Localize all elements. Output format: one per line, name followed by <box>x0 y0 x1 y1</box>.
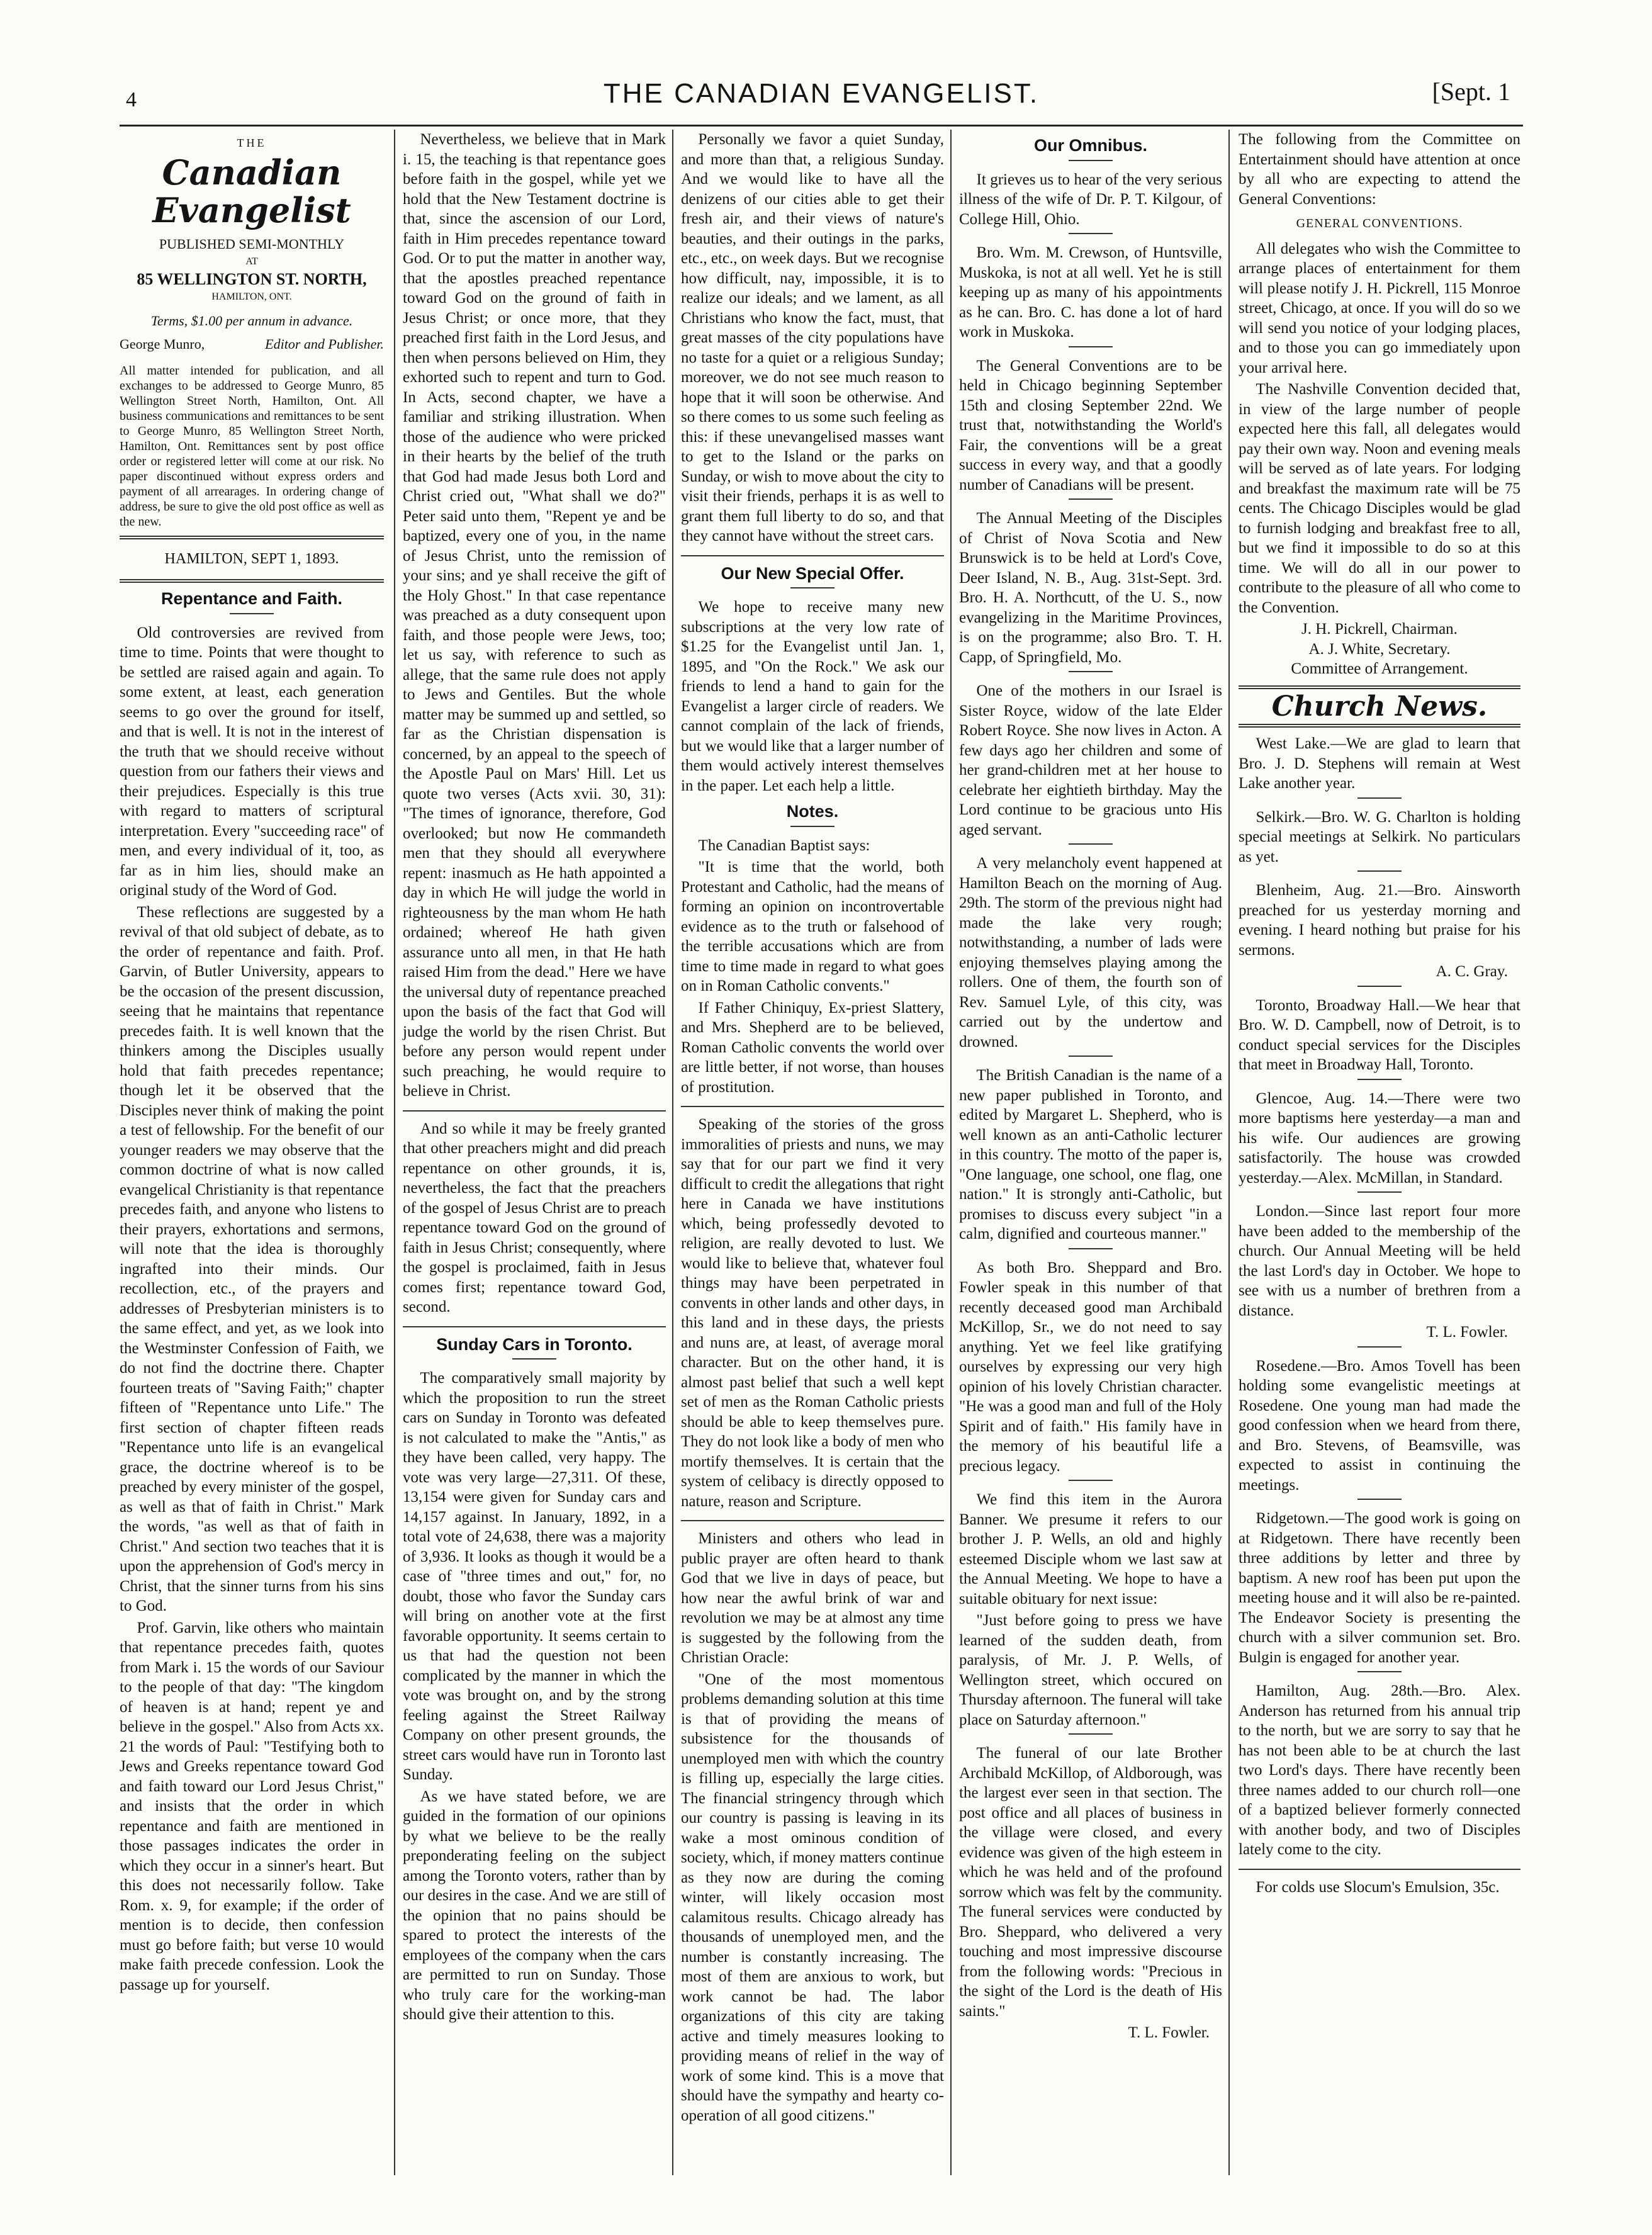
item-rule <box>1069 843 1113 845</box>
church-news-item: Rosedene.—Bro. Amos Tovell has been holding some evangelistic meetings at Rosedene. One young man had made the good confession when we heard from there, and Bro. Stevens, of Beamsville, was expected to assist in continuing the meetings. <box>1239 1357 1520 1494</box>
omnibus-item: The funeral of our late Brother Archibald McKillop, of Aldborough, was the largest ever seen in that section. The post office and all places of business in the village were closed, and every evidence was given of the high esteem in which he was held and of the profound sorrow which was felt by the community. The funeral services were conducted by Bro. Sheppard, who delivered a very touching and most impressive discourse from the following words: "Precious in the sight of the Lord is the death of His saints." <box>959 1745 1222 2020</box>
omnibus-item: Bro. Wm. M. Crewson, of Huntsville, Muskoka, is not at all well. Yet he is still keeping up as many of his appointments as he can. Bro. C. has done a lot of hard work in Muskoka. <box>959 244 1222 341</box>
committee-signer: Committee of Arrangement. <box>1291 660 1468 677</box>
omnibus-item: The General Conventions are to be held in Chicago beginning September 15th and closing September 22nd. We trust that, notwithstanding the World's Fair, the conventions will be a great success in every way, and that a goodly number of Canadians will be present. <box>959 357 1222 493</box>
item-rule <box>1357 1671 1402 1672</box>
item-rule <box>1357 986 1402 987</box>
repentance-paragraph: Old controversies are revived from time to time. Points that were thought to be settled are raised again and again. To some extent, at least, each generation seems to go over the ground for itself, and that is well. It is not in the interest of the truth that we should receive without question from our fathers their views and their prejudices. Especially is this true with regard to matters of scriptural interpretation. Every "succeeding race" of men, and every individual of it, too, as far as in him lies, should make an original study of the Word of God. <box>120 624 384 899</box>
notes-paragraph: Speaking of the stories of the gross immoralities of priests and nuns, we may say that for our part we find it very difficult to credit the allegations that right here in Canada we have institutions which, being professedly devoted to religion, are really devoted to lust. We would like to believe that, whatever foul things may have been perpetrated in convents in other lands and other days, in this land and in these days, the priests and nuns are, at least, of average moral character. But on the other hand, it is almost past belief that such a well kept set of men as the Roman Catholic priests should be able to keep themselves pure. They do not look like a body of men who mortify themselves. It is certain that the system of celibacy is directly opposed to nature, reason and Scripture. <box>681 1116 944 1510</box>
church-news-item: Selkirk.—Bro. W. G. Charlton is holding special meetings at Selkirk. No particulars as yet. <box>1239 808 1520 865</box>
sunday-cars-paragraph: Personally we favor a quiet Sunday, and more than that, a religious Sunday. And we would like to have all the denizens of our cities able to get their fresh air, and their views of nature's beauties, and their outings in the parks, etc., etc., on week days. But we recognise how difficult, nay, impossible, it is to realize our ideals; and we lament, as all Christians who know the fact, must, that great masses of the city populations have no taste for a quiet or a religious Sunday; moreover, we do not see much reason to hope that it will soon be otherwise. And so there comes to us some such feeling as this: if these unevangelised masses want to get to the Island or the parks on Sunday, or wish to move about the city to visit their friends, perhaps it is as well to grant them full liberty to do so, and that they cannot have without the street cars. <box>681 131 944 544</box>
masthead-published: PUBLISHED SEMI-MONTHLY <box>159 235 345 252</box>
committee-signer: A. J. White, Secretary. <box>1308 640 1451 658</box>
church-news-item: Toronto, Broadway Hall.—We hear that Bro. W. D. Campbell, now of Detroit, is to conduct special services for the Disciples that meet in Broadway Hall, Toronto. <box>1239 996 1520 1073</box>
notes-paragraph: Ministers and others who lead in public prayer are often heard to thank God that we live in days of peace, but how near the awful brink of war and revolution we may be at almost any time is suggested by the following from the Christian Oracle: <box>681 1530 944 1666</box>
title-rule <box>512 1358 556 1360</box>
dateline-rule <box>120 579 384 583</box>
item-rule <box>1357 1079 1402 1080</box>
omnibus-item: The Annual Meeting of the Disciples of Christ of Nova Scotia and New Brunswick is to be held at Lord's Cove, Deer Island, N. B., Aug. 31st-Sept. 3rd. Bro. H. A. Northcutt, of the U. S., now evangelizing in the Maritime Provinces, is on the programme; also Bro. T. H. Capp, of Springfield, Mo. <box>959 510 1222 666</box>
item-rule <box>1357 1499 1402 1500</box>
repentance-paragraph: Prof. Garvin, like others who maintain that repentance precedes faith, quotes from Mark i. 15 the words of our Saviour to the people of that day: "The kingdom of heaven is at hand; repent ye and believe in the gospel." Also from Acts xx. 21 the words of Paul: "Testifying both to Jews and Greeks repentance toward God and faith toward our Lord Jesus Christ," and insists that the order in which repentance and faith are mentioned in those passages indicates the order in which they occur in a sinner's heart. But this does not necessarily follow. Take Rom. x. 9, for example; if the order of mention is to decide, then confession must go before faith; but verse 10 would make faith precede confession. Look the passage up for yourself. <box>120 1619 384 1993</box>
church-news-title: Church News. <box>1271 690 1488 723</box>
editor-name: George Munro, <box>120 336 205 352</box>
omnibus-signature: T. L. Fowler. <box>1128 2024 1210 2041</box>
masthead-name: Canadian Evangelist <box>152 152 351 230</box>
item-rule <box>1357 797 1402 799</box>
column-1 <box>120 130 391 2175</box>
item-rule <box>1069 1056 1113 1057</box>
section-rule <box>1239 1869 1520 1870</box>
column-2 <box>394 130 672 2175</box>
paper-title: THE CANADIAN EVANGELIST. <box>603 78 1040 109</box>
emulsion-ad: For colds use Slocum's Emulsion, 35c. <box>1256 1878 1500 1896</box>
repentance-paragraph: These reflections are suggested by a revival of that old subject of debate, as to the order of repentance and faith. Prof. Garvin, of Butler University, appears to be the occasion of the present discussion, seeing that he maintains that repentance precedes faith. It is well known that the thinkers among the Disciples usually hold that faith precedes repentance; though let it be observed that the Disciples never think of making the point a test of fellowship. For the benefit of our younger readers we may observe that the common doctrine of what is now called evangelical Christianity is that repentance precedes faith, and anyone who listens to their prayers, exhortations and sermons, will note that the idea is thoroughly ingrafted into their minds. Our recollection, etc., of the prayers and addresses of Presbyterian ministers is to the same effect, and yet, as we look into the Westminster Confession of Faith, we do not find the doctrine there. Chapter fourteen treats of "Saving Faith;" chapter fifteen of "Repentance unto Life." The first section of chapter fifteen reads "Repentance unto life is an evangelical grace, the doctrine whereof is to be preached by every minister of the gospel, as well as that of faith in Christ." Mark the words, "as well as that of faith in Christ." And section two teaches that it is upon the apprehension of God's mercy in Christ, that the sinner turns from his sins to God. <box>120 903 384 1614</box>
title-rule <box>1069 160 1113 161</box>
item-rule <box>1357 1191 1402 1193</box>
title-rule <box>230 613 274 614</box>
committee-signer: J. H. Pickrell, Chairman. <box>1301 621 1458 638</box>
special-offer-title: Our New Special Offer. <box>721 563 904 583</box>
omnibus-item: A very melancholy event happened at Hamilton Beach on the morning of Aug. 29th. The storm of the previous night had made the lake very rough; notwithstanding, a number of lads were enjoying themselves playing among the rollers. One of them, the fourth son of Rev. Samuel Lyle, of this city, was carried out by the undertow and drowned. <box>959 855 1222 1050</box>
repentance-paragraph: Nevertheless, we believe that in Mark i. 15, the teaching is that repentance goes before faith in the gospel, while yet we hold that the New Testament doctrine is that, since the ascension of our Lord, faith in Him precedes repentance toward God. Or to put the matter in another way, that the apostles preached repentance toward God on the ground of faith in Jesus Christ; or once more, that they preached first faith in the Lord Jesus, and then when persons believed on Him, they exhorted such to repent and turn to God. In Acts, second chapter, we have a familiar and striking illustration. When those of the audience who were pricked in their hearts by the belief of the truth that God had made Jesus both Lord and Christ cried out, "What shall we do?" Peter said unto them, "Repent ye and be baptized, every one of you, in the name of Jesus Christ, unto the remission of your sins; and ye shall receive the gift of the Holy Ghost." In that case repentance was preached as a duty consequent upon faith, and those people were Jews, too; let us say, with reference to such as allege, that the same rule does not apply to Jews and Gentiles. But the whole matter may be summed up and settled, so far as the Christian dispensation is concerned, by an appeal to the speech of the Apostle Paul on Mars' Hill. Let us quote two verses (Acts xvii. 30, 31): "The times of ignorance, therefore, God overlooked; but now He commandeth men that they should all everywhere repent: inasmuch as He hath appointed a day in which He will judge the world in righteousness by the man whom He hath ordained; whereof He hath given assurance unto all men, in that He hath raised Him from the dead." Here we have the universal duty of repentance preached upon the basis of the fact that God will judge the world by the risen Christ. But before any person would repent under such preaching, he would require to believe in Christ. <box>403 131 666 1100</box>
item-rule <box>1069 1248 1113 1249</box>
omnibus-item: One of the mothers in our Israel is Sister Royce, widow of the late Elder Robert Royce. She now lives in Acton. A few days ago her children and some of her grand-children met at her house to celebrate her eightieth birthday. May the Lord continue to be gracious unto His aged servant. <box>959 682 1222 838</box>
special-offer-paragraph: We hope to receive many new subscriptions at the very low rate of $1.25 for the Evangelist until Jan. 1, 1895, and "On the Rock." We ask our friends to lend a hand to gain for the Evangelist a larger circle of readers. We cannot complain of the lack of friends, but we would like that a larger number of them would actively interest themselves in the paper. Let each help a little. <box>681 599 944 794</box>
masthead-address: 85 WELLINGTON ST. NORTH, <box>137 269 367 288</box>
conventions-heading: GENERAL CONVENTIONS. <box>1296 217 1463 230</box>
sunday-cars-paragraph: The comparatively small majority by which the proposition to run the street cars on Sunday in Toronto was defeated is not calculated to make the "Antis," as they have been called, very happy. The vote was very large—27,311. Of these, 13,154 were given for Sunday cars and 14,157 against. In January, 1892, in a total vote of 24,638, there was a majority of 3,936. It looks as though it would be a case of "three times and out," for, no doubt, those who favor the Sunday cars will bring on another vote at the first favorable opportunity. It seems certain to us that had the question not been complicated by the manner in which the vote was brought on, and by the strong feeling against the Street Railway Company on other present grounds, the street cars would have run in Toronto last Sunday. <box>403 1370 666 1783</box>
section-rule <box>403 1110 666 1112</box>
masthead-editor <box>120 334 384 354</box>
church-news-item: West Lake.—We are glad to learn that Bro. J. D. Stephens will remain at West Lake another year. <box>1239 735 1520 792</box>
church-news-item: London.—Since last report four more have been added to the membership of the church. Our Annual Meeting will be held the last Lord's day in October. We hope to see with us a number of brethren from a distance. <box>1239 1203 1520 1319</box>
church-news-item: Ridgetown.—The good work is going on at Ridgetown. There have recently been three additions by letter and three by baptism. A new roof has been put upon the meeting house and it will also be re-painted. The Endeavor Society is presenting the church with a silver communion set. Bro. Bulgin is engaged for another year. <box>1239 1510 1520 1666</box>
repentance-title: Repentance and Faith. <box>160 589 343 608</box>
church-news-item: Glencoe, Aug. 14.—There were two more baptisms here yesterday—a man and his wife. Our audiences are growing satisfactorily. The house was crowded yesterday.—Alex. McMillan, in Standard. <box>1239 1089 1520 1186</box>
masthead-terms: Terms, $1.00 per annum in advance. <box>150 312 353 329</box>
omnibus-item: It grieves us to hear of the very serious illness of the wife of Dr. P. T. Kilgour, of College Hill, Ohio. <box>959 171 1222 228</box>
item-rule <box>1069 671 1113 672</box>
church-news-item: Hamilton, Aug. 28th.—Bro. Alex. Anderson has returned from his annual trip to the north, but we are sorry to say that he has not been able to be at church the last two Lord's days. There have recently been three names added to our church roll—one of a baptized believer formerly connected with another body, and two of Disciples lately come to the city. <box>1239 1682 1520 1858</box>
column-4 <box>950 130 1228 2175</box>
section-rule <box>1239 685 1520 689</box>
section-rule <box>1239 724 1520 728</box>
head-rule <box>120 125 1523 127</box>
newspaper-page <box>120 69 1523 2197</box>
dateline: HAMILTON, SEPT 1, 1893. <box>164 550 339 567</box>
notes-paragraph: "It is time that the world, both Protestant and Catholic, had the means of forming an opinion on incontrovertable evidence as to the truth or falsehood of the terrible accusations which are from time to time made in regard to what goes on in Roman Catholic convents." <box>681 859 944 994</box>
running-head <box>120 69 1523 126</box>
section-rule <box>681 1520 944 1521</box>
column-5 <box>1228 130 1523 2175</box>
masthead-rule <box>120 536 384 539</box>
item-rule <box>1069 498 1113 500</box>
omnibus-item: "Just before going to press we have learned of the sudden death, from paralysis, of Mr. J. P. Wells, of Wellington street, which occured on Thursday afternoon. The funeral will take place on Saturday afternoon." <box>959 1612 1222 1728</box>
omnibus-item: We find this item in the Aurora Banner. We presume it refers to our brother J. P. Wells, an old and highly esteemed Disciple whom we last saw at the Annual Meeting. We hope to have a suitable obituary for next issue: <box>959 1491 1222 1607</box>
column-3 <box>672 130 950 2175</box>
editor-title: Editor and Publisher. <box>265 336 384 352</box>
notes-paragraph: "One of the most momentous problems demanding solution at this time is that of providing the means of subsistence for the thousands of unemployed men with which the country is filling up, especially the large cities. The financial stringency through which our country is passing is leaving in its wake a most ominous condition of society, which, if money matters continue as they now are during the coming winter, will likely occasion most calamitous results. Chicago already has thousands of unemployed men, and the number is constantly increasing. The most of them are anxious to work, but work cannot be had. The labor organizations of this city are taking active and timely measures looking to providing means of relief in the way of work of some kind. This is a move that should have the sympathy and hearty co-operation of all good citizens." <box>681 1670 944 2124</box>
masthead-notice: All matter intended for publication, and all exchanges to be addressed to George Munro, 85 Wellington Street North, Hamilton, Ont. All business communications and remittances to be sent to George Munro, 85 Wellington Street North, Hamilton, Ont. Remittances sent by post office order or registered letter will come at our risk. No paper discontinued without express orders and payment of all arrearages. In ordering change of address, be sure to give the old post office as well as the new. <box>120 363 384 529</box>
item-rule <box>1069 233 1113 234</box>
masthead-the: THE <box>237 137 267 149</box>
omnibus-item: The British Canadian is the name of a new paper published in Toronto, and edited by Margaret L. Shepherd, who is well known as an anti-Catholic lecturer in this country. The motto of the paper is, "One language, one school, one flag, one nation." It is strongly anti-Catholic, but promises to discuss every subject "in a calm, dignified and courteous manner." <box>959 1067 1222 1242</box>
title-rule <box>790 587 834 588</box>
sunday-cars-title: Sunday Cars in Toronto. <box>436 1334 632 1354</box>
church-news-item: Blenheim, Aug. 21.—Bro. Ainsworth preached for us yesterday morning and evening. I heard nothing but praise for his sermons. <box>1239 882 1520 959</box>
notes-paragraph: The Canadian Baptist says: <box>698 836 870 854</box>
omnibus-item: As both Bro. Sheppard and Bro. Fowler speak in this number of that recently deceased good man Archibald McKillop, Sr., we do not need to say anything. Yet we feel like gratifying ourselves by expressing our very high opinion of his lovely Christian character. "He was a good man and full of the Holy Spirit and of faith." His family have in the memory of his beautiful life a precious legacy. <box>959 1259 1222 1475</box>
item-rule <box>1069 1733 1113 1735</box>
masthead-at: AT <box>245 256 258 267</box>
title-rule <box>790 826 834 827</box>
issue-date: [Sept. 1 <box>1432 77 1510 106</box>
repentance-paragraph: And so while it may be freely granted that other preachers might and did preach repentance on other grounds, it is, nevertheless, the fact that the preachers of the gospel of Jesus Christ are to preach repentance toward God on the ground of faith in Jesus Christ; consequently, where the gospel is proclaimed, faith in Jesus comes first; repentance toward God, second. <box>403 1120 666 1315</box>
item-rule <box>1069 1480 1113 1481</box>
section-rule <box>681 1106 944 1107</box>
item-rule <box>1357 870 1402 872</box>
london-signature: T. L. Fowler. <box>1426 1324 1508 1341</box>
notes-paragraph: If Father Chiniquy, Ex-priest Slattery, and Mrs. Shepherd are to be believed, Roman Catholic convents the world over are little better, if not worse, than houses of prostitution. <box>681 999 944 1096</box>
committee-paragraph: All delegates who wish the Committee to arrange places of entertainment for them will please notify J. H. Pickrell, 115 Monroe street, Chicago, at once. If you will do so we will send you notice of your lodging places, and to those you can go immediately upon your arrival here. <box>1239 240 1520 376</box>
committee-intro: The following from the Committee on Entertainment should have attention at once by all who are expecting to attend the General Conventions: <box>1239 131 1520 208</box>
item-rule <box>1069 346 1113 347</box>
item-rule <box>1357 1346 1402 1348</box>
committee-paragraph: The Nashville Convention decided that, in view of the large number of people expected here this fall, all delegates would pay their own way. Noon and evening meals will be served as of late years. For lodging and breakfast the maximum rate will be 75 cents. The Chicago Disciples would be glad to furnish lodging and breakfast free to all, but we find it impossible to do so at this time. We will do all in our power to contribute to the pleasure of all who come to the Convention. <box>1239 381 1520 616</box>
section-rule <box>681 555 944 556</box>
page-number: 4 <box>126 88 137 111</box>
notes-title: Notes. <box>786 802 839 821</box>
blenheim-signature: A. C. Gray. <box>1436 963 1508 980</box>
section-rule <box>403 1326 666 1327</box>
masthead-city: HAMILTON, ONT. <box>211 291 292 302</box>
omnibus-title: Our Omnibus. <box>1033 136 1147 155</box>
sunday-cars-paragraph: As we have stated before, we are guided in the formation of our opinions by what we believe to be the really preponderating feeling on the subject among the Toronto voters, rather than by our desires in the case. And we are still of the opinion that no pains should be spared to protect the interests of the employees of the company when the cars are permitted to run on Sunday. Those who truly care for the working-man should give their attention to this. <box>403 1787 666 2023</box>
